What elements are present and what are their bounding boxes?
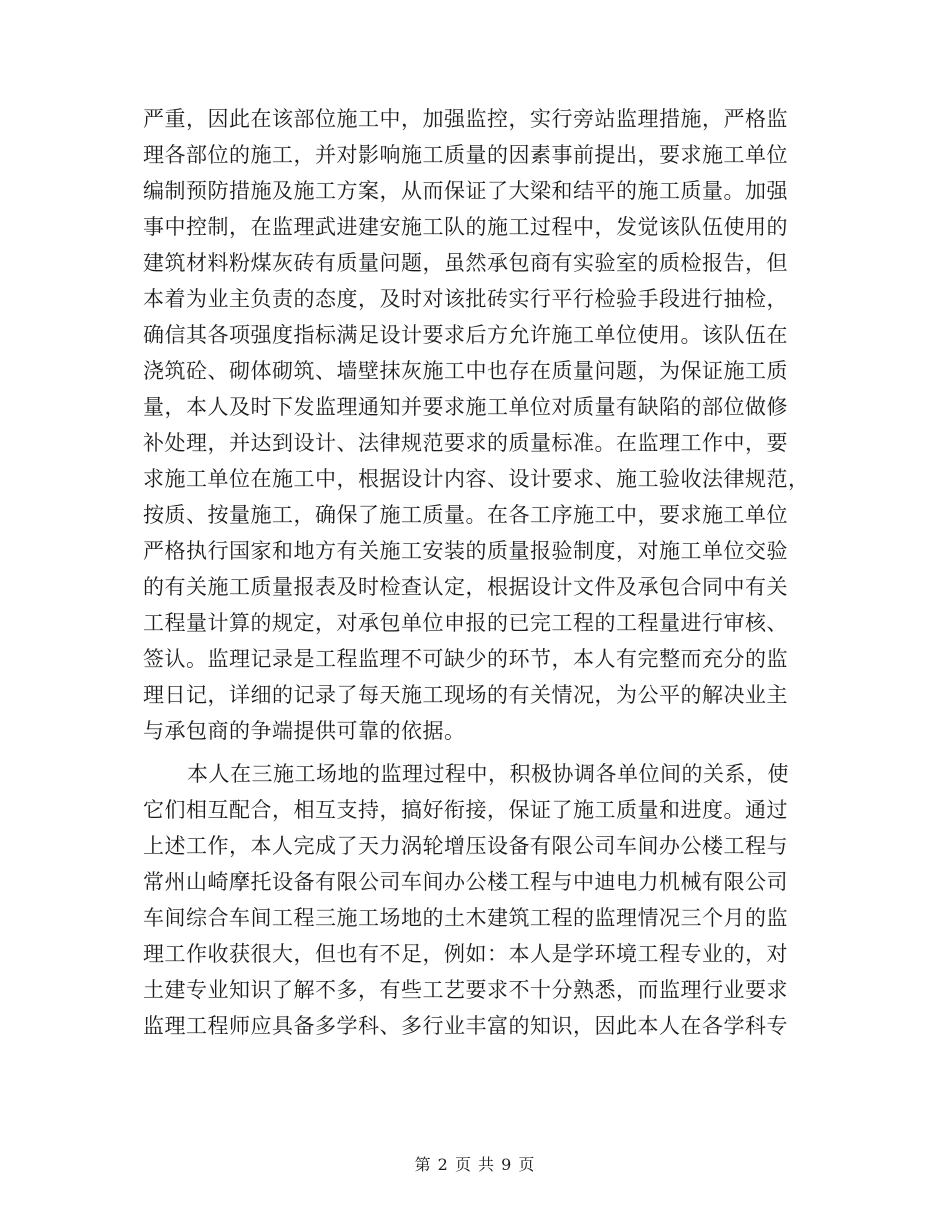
- document-body: [143, 101, 810, 1044]
- text-line: 常州山崎摩托设备有限公司车间办公楼工程与中迪电力机械有限公司: [143, 870, 788, 894]
- text-line: 工程量计算的规定，对承包单位申报的已完工程的工程量进行审核、: [143, 611, 788, 635]
- text-line: 按质、按量施工，确保了施工质量。在各工序施工中，要求施工单位: [143, 503, 788, 527]
- text-line: 车间综合车间工程三施工场地的土木建筑工程的监理情况三个月的监: [143, 906, 788, 930]
- text-line-indented: 本人在三施工场地的监理过程中，积极协调各单位间的关系，使: [187, 762, 789, 786]
- text-line: 量，本人及时下发监理通知并要求施工单位对质量有缺陷的部位做修: [143, 395, 788, 419]
- paragraph-spacer: [143, 749, 803, 756]
- text-line: 浇筑砼、砌体砌筑、墙壁抹灰施工中也存在质量问题，为保证施工质: [143, 359, 788, 383]
- text-line: 监理工程师应具备多学科、多行业丰富的知识，因此本人在各学科专: [143, 1014, 788, 1038]
- text-line: 建筑材料粉煤灰砖有质量问题，虽然承包商有实验室的质检报告，但: [143, 251, 788, 275]
- text-line: 求施工单位在施工中，根据设计内容、设计要求、施工验收法律规范，: [143, 467, 810, 491]
- page-number-footer: 第 2 页 共 9 页: [414, 1155, 536, 1174]
- text-line: 补处理，并达到设计、法律规范要求的质量标准。在监理工作中，要: [143, 431, 788, 455]
- text-line: 土建专业知识了解不多，有些工艺要求不十分熟悉，而监理行业要求: [143, 978, 788, 1002]
- text-line: 理工作收获很大，但也有不足，例如：本人是学环境工程专业的，对: [143, 942, 788, 966]
- text-line: 确信其各项强度指标满足设计要求后方允许施工单位使用。该队伍在: [143, 323, 788, 347]
- paragraph-1: [143, 101, 810, 749]
- text-line: 上述工作，本人完成了天力涡轮增压设备有限公司车间办公楼工程与: [143, 834, 788, 858]
- text-line: 的有关施工质量报表及时检查认定，根据设计文件及承包合同中有关: [143, 575, 788, 599]
- text-line: 与承包商的争端提供可靠的依据。: [143, 719, 466, 743]
- text-line: 本着为业主负责的态度，及时对该批砖实行平行检验手段进行抽检，: [143, 287, 788, 311]
- text-line: 严格执行国家和地方有关施工安装的质量报验制度，对施工单位交验: [143, 539, 788, 563]
- text-line: 事中控制，在监理武进建安施工队的施工过程中，发觉该队伍使用的: [143, 215, 788, 239]
- text-line: 理各部位的施工，并对影响施工质量的因素事前提出，要求施工单位: [143, 143, 788, 167]
- text-line: 编制预防措施及施工方案，从而保证了大梁和结平的施工质量。加强: [143, 179, 788, 203]
- paragraph-2: [143, 756, 803, 1044]
- text-line: 理日记，详细的记录了每天施工现场的有关情况，为公平的解决业主: [143, 683, 788, 707]
- text-line: 严重，因此在该部位施工中，加强监控，实行旁站监理措施，严格监: [143, 107, 788, 131]
- text-line: 它们相互配合，相互支持，搞好衔接，保证了施工质量和进度。通过: [143, 798, 788, 822]
- text-line: 签认。监理记录是工程监理不可缺少的环节，本人有完整而充分的监: [143, 647, 788, 671]
